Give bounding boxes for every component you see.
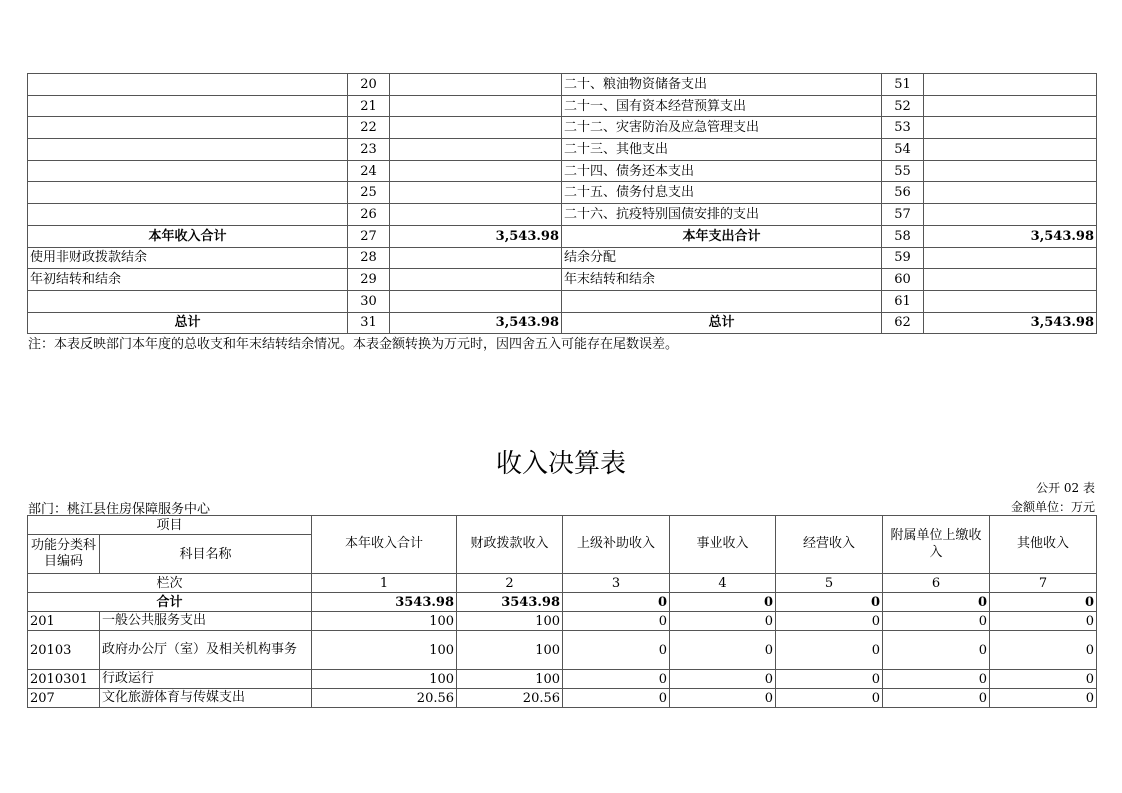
expense-amount — [924, 247, 1097, 269]
income-amount: 3,543.98 — [390, 312, 562, 334]
total-value: 0 — [563, 593, 670, 612]
line-number: 51 — [882, 74, 924, 96]
expense-item-label: 二十、粮油物资储备支出 — [562, 74, 882, 96]
header-col-6: 附属单位上缴收入 — [883, 516, 990, 574]
amount-cell: 0 — [776, 612, 883, 631]
amount-cell: 0 — [563, 670, 670, 689]
expense-item-label: 本年支出合计 — [562, 225, 882, 247]
table-row — [28, 631, 1097, 670]
expense-item-label: 二十二、灾害防治及应急管理支出 — [562, 117, 882, 139]
column-number-row — [28, 574, 1097, 593]
subject-name: 一般公共服务支出 — [100, 612, 312, 631]
subject-code: 201 — [28, 612, 100, 631]
amount-cell: 0 — [990, 631, 1097, 670]
line-number: 24 — [348, 160, 390, 182]
subject-name: 文化旅游体育与传媒支出 — [100, 689, 312, 708]
summary-row — [28, 225, 1097, 247]
summary-row — [28, 182, 1097, 204]
header-col-5: 经营收入 — [776, 516, 883, 574]
amount-cell: 20.56 — [457, 689, 563, 708]
income-item-label: 使用非财政拨款结余 — [28, 247, 348, 269]
summary-row — [28, 139, 1097, 161]
line-number: 25 — [348, 182, 390, 204]
total-value: 3543.98 — [457, 593, 563, 612]
column-number: 3 — [563, 574, 670, 593]
amount-cell: 100 — [457, 612, 563, 631]
line-number: 56 — [882, 182, 924, 204]
summary-row — [28, 117, 1097, 139]
header-col-7: 其他收入 — [990, 516, 1097, 574]
line-number: 55 — [882, 160, 924, 182]
line-number: 30 — [348, 290, 390, 312]
column-number: 5 — [776, 574, 883, 593]
income-amount — [390, 204, 562, 226]
amount-cell: 0 — [563, 689, 670, 708]
line-number: 61 — [882, 290, 924, 312]
expense-item-label: 二十五、债务付息支出 — [562, 182, 882, 204]
header-item: 项目 — [28, 516, 312, 535]
header-name: 科目名称 — [100, 535, 312, 574]
amount-cell: 0 — [776, 631, 883, 670]
table-row — [28, 689, 1097, 708]
income-item-label — [28, 204, 348, 226]
income-item-label — [28, 74, 348, 96]
income-item-label — [28, 95, 348, 117]
amount-cell: 0 — [776, 670, 883, 689]
amount-cell: 0 — [883, 612, 990, 631]
expense-amount — [924, 117, 1097, 139]
page-title: 收入决算表 — [495, 449, 626, 479]
column-number: 6 — [883, 574, 990, 593]
total-value: 0 — [776, 593, 883, 612]
expense-item-label — [562, 290, 882, 312]
amount-cell: 0 — [670, 631, 776, 670]
amount-cell: 0 — [883, 631, 990, 670]
amount-cell: 100 — [457, 631, 563, 670]
amount-cell: 100 — [312, 631, 457, 670]
department-label: 部门：桃江县住房保障服务中心 — [28, 502, 211, 517]
amount-cell: 0 — [563, 612, 670, 631]
header-col-2: 财政拨款收入 — [457, 516, 563, 574]
column-number: 1 — [312, 574, 457, 593]
income-amount — [390, 139, 562, 161]
subject-code: 2010301 — [28, 670, 100, 689]
income-item-label: 总计 — [28, 312, 348, 334]
amount-cell: 0 — [776, 689, 883, 708]
column-number: 4 — [670, 574, 776, 593]
total-value: 0 — [990, 593, 1097, 612]
expense-item-label: 总计 — [562, 312, 882, 334]
income-amount — [390, 182, 562, 204]
total-value: 0 — [670, 593, 776, 612]
income-amount — [390, 290, 562, 312]
line-number: 52 — [882, 95, 924, 117]
line-number: 22 — [348, 117, 390, 139]
table-row — [28, 670, 1097, 689]
line-number: 62 — [882, 312, 924, 334]
line-number: 60 — [882, 269, 924, 291]
line-number: 21 — [348, 95, 390, 117]
income-table-body — [28, 612, 1097, 708]
summary-row — [28, 204, 1097, 226]
expense-item-label: 二十一、国有资本经营预算支出 — [562, 95, 882, 117]
line-number: 57 — [882, 204, 924, 226]
line-number: 27 — [348, 225, 390, 247]
summary-row — [28, 312, 1097, 334]
total-row — [28, 593, 1097, 612]
income-item-label — [28, 182, 348, 204]
total-value: 3543.98 — [312, 593, 457, 612]
summary-row — [28, 290, 1097, 312]
expense-amount — [924, 204, 1097, 226]
amount-cell: 0 — [990, 689, 1097, 708]
table-code: 公开 02 表 — [1036, 481, 1095, 495]
expense-amount — [924, 182, 1097, 204]
header-row-1 — [28, 516, 1097, 535]
expense-amount: 3,543.98 — [924, 312, 1097, 334]
header-col-1: 本年收入合计 — [312, 516, 457, 574]
line-number: 59 — [882, 247, 924, 269]
amount-cell: 100 — [312, 670, 457, 689]
summary-row — [28, 269, 1097, 291]
expense-amount — [924, 290, 1097, 312]
header-col-3: 上级补助收入 — [563, 516, 670, 574]
expense-item-label: 二十三、其他支出 — [562, 139, 882, 161]
expense-amount — [924, 139, 1097, 161]
line-number: 58 — [882, 225, 924, 247]
line-number: 20 — [348, 74, 390, 96]
income-amount — [390, 160, 562, 182]
income-item-label: 年初结转和结余 — [28, 269, 348, 291]
summary-row — [28, 247, 1097, 269]
amount-cell: 0 — [883, 689, 990, 708]
amount-cell: 0 — [563, 631, 670, 670]
summary-row — [28, 74, 1097, 96]
column-number: 7 — [990, 574, 1097, 593]
income-amount — [390, 269, 562, 291]
expense-amount — [924, 95, 1097, 117]
table-note: 注：本表反映部门本年度的总收支和年末结转结余情况。本表金额转换为万元时，因四舍五入可能存在尾数误差。 — [28, 337, 679, 352]
amount-cell: 0 — [990, 670, 1097, 689]
income-item-label — [28, 160, 348, 182]
income-amount — [390, 95, 562, 117]
income-expense-summary-table — [27, 73, 1097, 334]
line-number: 29 — [348, 269, 390, 291]
income-amount — [390, 247, 562, 269]
line-number: 53 — [882, 117, 924, 139]
amount-cell: 0 — [670, 670, 776, 689]
line-number: 54 — [882, 139, 924, 161]
expense-item-label: 结余分配 — [562, 247, 882, 269]
line-number: 26 — [348, 204, 390, 226]
total-value: 0 — [883, 593, 990, 612]
expense-item-label: 二十四、债务还本支出 — [562, 160, 882, 182]
income-item-label: 本年收入合计 — [28, 225, 348, 247]
amount-cell: 0 — [990, 612, 1097, 631]
income-amount — [390, 74, 562, 96]
line-number: 23 — [348, 139, 390, 161]
amount-cell: 100 — [312, 612, 457, 631]
income-amount: 3,543.98 — [390, 225, 562, 247]
table-row — [28, 612, 1097, 631]
income-amount — [390, 117, 562, 139]
header-col-4: 事业收入 — [670, 516, 776, 574]
summary-row — [28, 95, 1097, 117]
subject-code: 20103 — [28, 631, 100, 670]
amount-cell: 20.56 — [312, 689, 457, 708]
column-number-label: 栏次 — [28, 574, 312, 593]
amount-cell: 0 — [670, 612, 776, 631]
summary-row — [28, 160, 1097, 182]
income-item-label — [28, 290, 348, 312]
income-item-label — [28, 117, 348, 139]
subject-code: 207 — [28, 689, 100, 708]
summary-table-body — [28, 74, 1097, 334]
income-statement-table — [27, 515, 1097, 708]
expense-item-label: 二十六、抗疫特别国债安排的支出 — [562, 204, 882, 226]
line-number: 28 — [348, 247, 390, 269]
amount-cell: 100 — [457, 670, 563, 689]
subject-name: 行政运行 — [100, 670, 312, 689]
amount-cell: 0 — [883, 670, 990, 689]
amount-cell: 0 — [670, 689, 776, 708]
expense-amount — [924, 160, 1097, 182]
expense-amount — [924, 269, 1097, 291]
line-number: 31 — [348, 312, 390, 334]
header-code: 功能分类科目编码 — [28, 535, 100, 574]
expense-amount: 3,543.98 — [924, 225, 1097, 247]
expense-amount — [924, 74, 1097, 96]
total-label: 合计 — [28, 593, 312, 612]
unit-label: 金额单位：万元 — [1010, 500, 1095, 514]
column-number: 2 — [457, 574, 563, 593]
income-item-label — [28, 139, 348, 161]
subject-name: 政府办公厅（室）及相关机构事务 — [100, 631, 312, 670]
expense-item-label: 年末结转和结余 — [562, 269, 882, 291]
